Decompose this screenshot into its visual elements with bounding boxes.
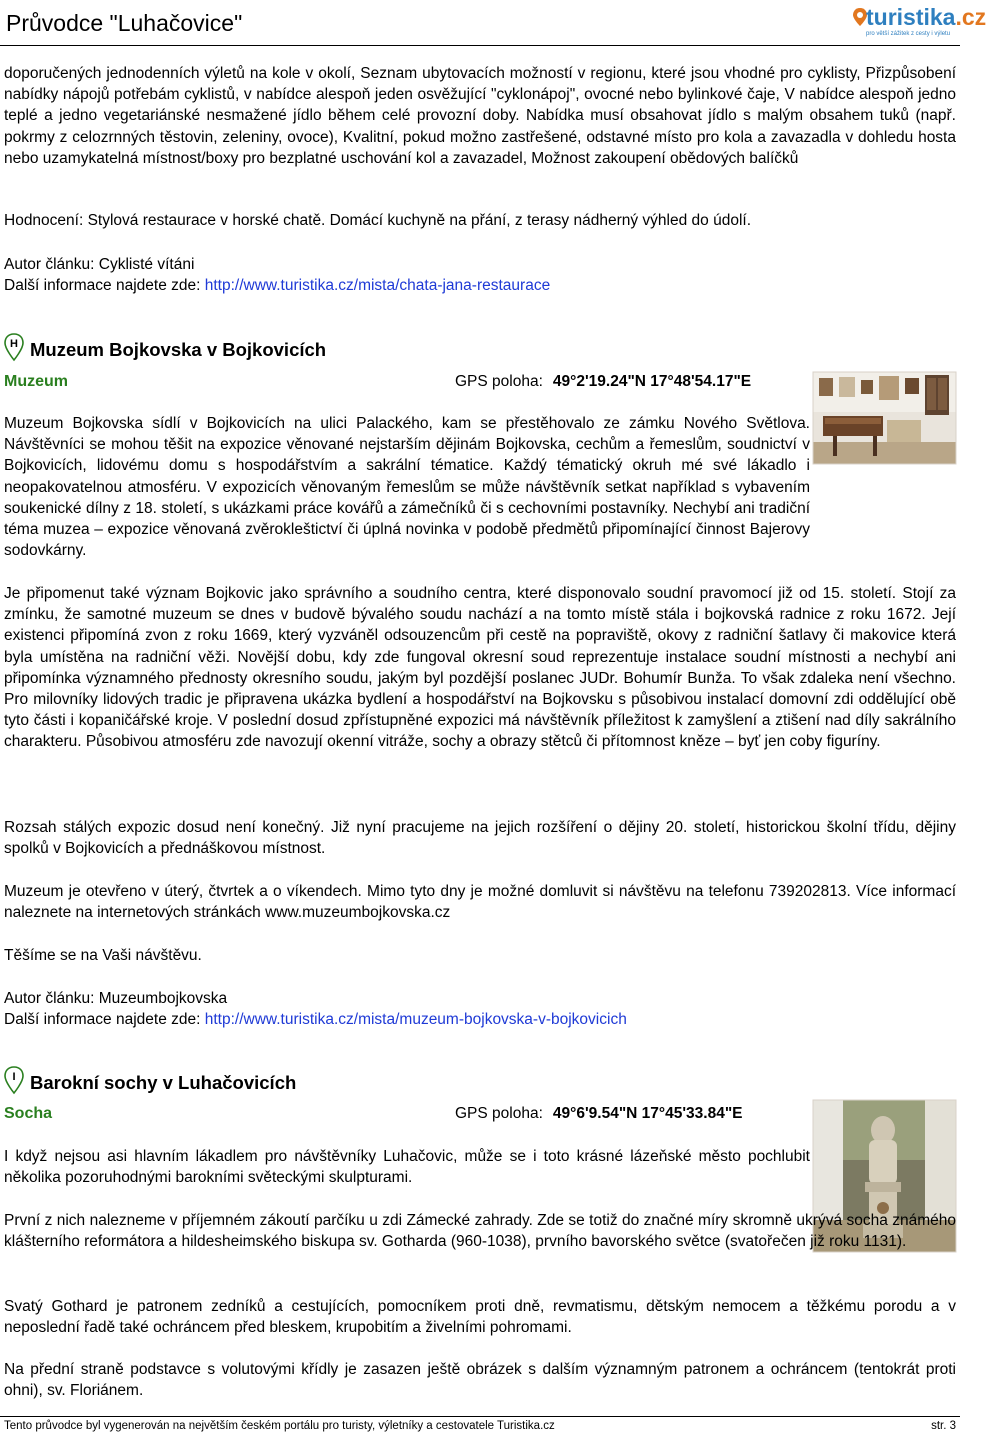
category-label: Socha [4, 1105, 53, 1122]
gps-label: GPS poloha: [455, 373, 543, 390]
section-title: Barokní sochy v Luhačovicích [30, 1072, 297, 1093]
statues-paragraph-2-text: První z nich nalezneme v příjemném zákoutí parčíku u zdi Zámecké zahrady. Zde se totiž do značné míry skromně ukrývá socha známého klášterního reformátora a hildesheimského biskupa sv. Gotharda (960-1038), prvního bavorského světce (svatořečen již roku 1131). [4, 1212, 956, 1251]
gps-position [455, 1103, 743, 1125]
statues-paragraph-4: Na přední straně podstavce s volutovými křídly je zasazen ještě obrázek s dalším významným patronem a ochráncem (tentokrát proti ohni), sv. Floriánem. [4, 1361, 956, 1400]
museum-paragraph-1-text: Muzeum Bojkovska sídlí v Bojkovicích na ulici Palackého, kam se přestěhovalo ze zámku Nového Světlova. Návštěvníci se mohou těšit na expozice věnované nejstarším dějinám Bojkovska, cechům a řemeslům, soudnictví v Bojkovicích, lidovému domu s hospodářstvím a sakrální tématice. Každý tématický okruh mé své lákadlo i neopakovatelnou atmosféru. V expozicích věnovaným řemeslům se může návštěvník setkat například s vybavením soukenické dílny z 18. století, s ukázkami práce kovářů a zámečníků či s cechovními postavníky. Nechybí ani tradiční téma muzea – expozice věnovaná zvěrokleštictví či úplná novinka v podobě předmětů připomínající činnost Bajerovy sodovkárny. [4, 415, 810, 560]
statues-paragraph-3: Svatý Gothard je patronem zedníků a cestujících, pomocníkem proti dně, revmatismu, dětským nemocem a těžkému porodu a v neposlední řadě také ochráncem před bleskem, krupobitím a živelními pohromami. [4, 1298, 956, 1337]
logo-tagline: pro větší zážitek z cesty i výletu [866, 31, 951, 37]
museum-author: Autor článku: Muzeumbojkovska [4, 990, 228, 1007]
category-label: Muzeum [4, 373, 68, 390]
statues-paragraph-2 [4, 1210, 956, 1252]
turistika-logo[interactable] [852, 4, 986, 42]
map-pin-icon [4, 1066, 24, 1094]
map-pin-icon [4, 333, 24, 361]
statues-paragraph-1 [4, 1146, 956, 1188]
statues-paragraph-1-text: I když nejsou asi hlavním lákadlem pro návštěvníky Luhačovic, může se i toto krásné lázeňské město pochlubit několika pozoruhodnými barokními světeckými skulpturami. [4, 1148, 810, 1187]
logo-wordmark: turistika.cz [866, 4, 986, 30]
svg-text:H: H [10, 338, 18, 350]
footer-divider [0, 1416, 960, 1417]
museum-paragraph-5: Těšíme se na Vaši návštěvu. [4, 947, 202, 964]
section-title: Muzeum Bojkovska v Bojkovicích [30, 339, 327, 360]
guide-title: Průvodce "Luhačovice" [6, 10, 243, 36]
intro-more-info [4, 275, 550, 296]
header-divider [0, 45, 960, 46]
museum-paragraph-1 [4, 413, 956, 561]
gps-position [455, 371, 751, 393]
more-info-link[interactable]: http://www.turistika.cz/mista/muzeum-bojkovska-v-bojkovicich [204, 1011, 627, 1028]
more-info-label: Další informace najdete zde: [4, 277, 201, 294]
intro-paragraph: doporučených jednodenních výletů na kole v okolí, Seznam ubytovacích možností v regionu, které jsou vhodné pro cyklisty, Přizpůsobení nabídky nápojů potřebám cyklistů, v nabídce alespoň jeden osvěžující "cyklonápoj", ovocné nebo bylinkové čaje, V nabídce alespoň jedno teplé a jedno vegetariánské nesmažené jídlo během celé provozní doby. Nabídka musí obsahovat jídlo s malým obsahem tuků (např. pokrmy z celozrnných těstovin, zeleniny, ovoce), Kvalitní, pokud možno zastřešené, odstavné místo pro kola a zavazadla v dohledu hosta nebo uzamykatelná místnost/boxy pro bezplatné uschování kol a zavazadel, Možnost zakoupení obědových balíčků [4, 65, 956, 167]
museum-paragraph-4: Muzeum je otevřeno v úterý, čtvrtek a o víkendech. Mimo tyto dny je možné domluvit si návštěvu na telefonu 739202813. Více informací naleznete na internetových stránkách www.muzeumbojkovska.cz [4, 883, 956, 922]
museum-paragraph-2: Je připomenut také význam Bojkovic jako správního a soudního centra, které disponovalo soudní pravomocí již od 15. století. Stojí za zmínku, že samotné muzeum se dnes v budově bývalého soudu nachází a na tomto místě stála i bojkovská radnice z roku 1672. Její existenci připomíná zvon z roku 1669, který vyzváněl odsouzencům při cestě na popraviště, okovy z radniční šatlavy či makovice která byla umístěna na radniční věži. Novější dobu, kdy zde fungoval okresní soud reprezentuje instalace soudní místnosti a nechybí ani připomínka významného přednosty okresního soudu, jakým byl pozdější poslanec JUDr. Bohumír Bunža. To však zdaleka není všechno. Pro milovníky lidových tradic je připravena ukázka bydlení a hospodářství na Bojkovsku s působivou instalací domovní zdi oddělující obě tyto části i kopaničářské kroje. V poslední dosud zpřístupněné expozici má návštěvník příležitost k zamyšlení a ztišení nad díly sakrálního charakteru. Působivou atmosféru zde navozují okenní vitráže, sochy a obrazy stětců či přítomnost kněze – byť jen coby figuríny. [4, 585, 956, 751]
footer-text: Tento průvodce byl vygenerován na největším českém portálu pro turisty, výletníky a cestovatele Turistika.cz [4, 1420, 555, 1432]
more-info-link[interactable]: http://www.turistika.cz/mista/chata-jana-restaurace [204, 277, 551, 294]
gps-value: 49°2'19.24"N 17°48'54.17"E [552, 373, 752, 390]
museum-paragraph-3: Rozsah stálých expozic dosud není konečný. Již nyní pracujeme na jejich rozšíření o dějiny 20. století, historickou školní třídu, dějiny spolků v Bojkovicích a přednáškovou místnost. [4, 819, 956, 858]
gps-value: 49°6'9.54"N 17°45'33.84"E [552, 1105, 743, 1122]
intro-author: Autor článku: Cyklisté vítáni [4, 256, 195, 273]
more-info-label: Další informace najdete zde: [4, 1011, 201, 1028]
page-number: str. 3 [931, 1420, 956, 1432]
museum-more-info [4, 1009, 627, 1030]
gps-label: GPS poloha: [455, 1105, 543, 1122]
svg-text:I: I [12, 1071, 16, 1083]
page-header [0, 0, 986, 46]
intro-rating: Hodnocení: Stylová restaurace v horské chatě. Domácí kuchyně na přání, z terasy nádherný výhled do údolí. [4, 212, 751, 229]
